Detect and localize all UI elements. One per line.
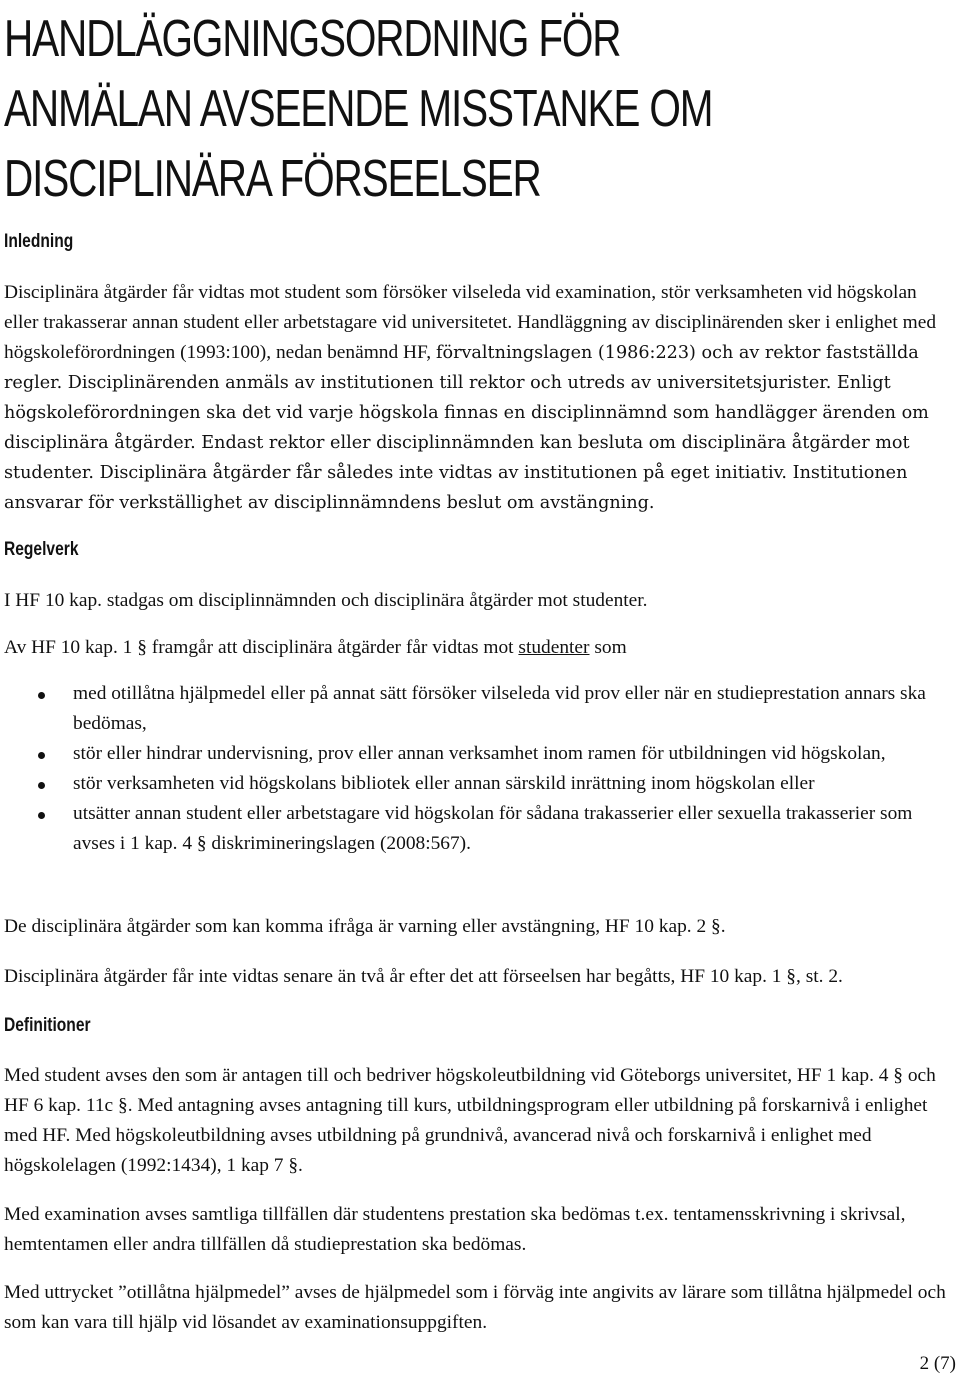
regelverk-p2-text-a: Av HF 10 kap. 1 § framgår att disciplinära åtgärder får vidtas mot bbox=[4, 637, 519, 658]
inledning-paragraph bbox=[4, 278, 954, 518]
definitioner-paragraph-2: Med examination avses samtliga tillfällen där studentens prestation ska bedömas t.ex. tentamensskrivning i skrivsal, hemtentamen eller andra tillfällen då studieprestation ska bedömas. bbox=[4, 1204, 906, 1255]
inledning-text-4: Enligt högskoleförordningen ska det vid varje högskola finnas en disciplinnämnd som handlägger ärenden om disciplinära åtgärder. bbox=[4, 373, 929, 453]
definitioner-paragraph-3: Med uttrycket ”otillåtna hjälpmedel” avses de hjälpmedel som i förväg inte angivits av lärare som tillåtna hjälpmedel och som kan vara till hjälp vid lösandet av examinationsuppgiften. bbox=[4, 1282, 946, 1333]
heading-regelverk: Regelverk bbox=[4, 539, 79, 560]
bullet-item bbox=[0, 799, 950, 859]
bullet-item bbox=[0, 679, 950, 739]
page-number: 2 (7) bbox=[919, 1353, 956, 1374]
bullet-text: med otillåtna hjälpmedel eller på annat sätt försöker vilseleda vid prov eller när en studieprestation annars ska bedömas, bbox=[73, 683, 926, 734]
heading-definitioner: Definitioner bbox=[4, 1015, 91, 1036]
regelverk-paragraph-3: De disciplinära åtgärder som kan komma ifråga är varning eller avstängning, HF 10 kap. 2 §. bbox=[4, 916, 726, 937]
inledning-text-6: Disciplinära åtgärder får således inte vidtas av institutionen på eget initiativ. bbox=[94, 463, 788, 483]
regelverk-paragraph-1: I HF 10 kap. stadgas om disciplinnämnden och disciplinära åtgärder mot studenter. bbox=[4, 590, 648, 611]
bullet-item bbox=[0, 739, 950, 769]
bullet-dot-icon bbox=[38, 812, 45, 819]
inledning-text-1: Disciplinära åtgärder får vidtas mot student som försöker vilseleda vid examination, stör verksamheten vid högskolan eller trakasserar annan student eller arbetstagare vid universitetet. Handläggning av disciplinärenden sker i enlighet med högskoleförordningen (1993:100), nedan benämnd HF, bbox=[4, 282, 937, 363]
bullet-dot-icon bbox=[38, 752, 45, 759]
heading-inledning: Inledning bbox=[4, 231, 74, 252]
bullet-dot-icon bbox=[38, 692, 45, 699]
title-line-2: ANMÄLAN AVSEENDE MISSTANKE OM bbox=[4, 80, 713, 138]
regelverk-paragraph-4: Disciplinära åtgärder får inte vidtas senare än två år efter det att förseelsen har begåtts, HF 10 kap. 1 §, st. 2. bbox=[4, 966, 843, 987]
title-line-1: HANDLÄGGNINGSORDNING FÖR bbox=[4, 10, 621, 68]
regelverk-paragraph-2 bbox=[4, 633, 954, 663]
inledning-text-2: förvaltningslagen (1986:223) och av rektor fastställda regler. bbox=[4, 343, 919, 393]
bullet-text: stör eller hindrar undervisning, prov eller annan verksamhet inom ramen för utbildningen vid högskolan, bbox=[73, 743, 886, 764]
bullet-text: stör verksamheten vid högskolans bibliotek eller annan särskild inrättning inom högskolan eller bbox=[73, 773, 815, 794]
bullet-item bbox=[0, 769, 950, 799]
inledning-text-5: Endast rektor eller disciplinnämnden kan besluta om disciplinära åtgärder mot studenter. bbox=[4, 433, 910, 483]
regelverk-bullet-list bbox=[0, 679, 950, 859]
definitioner-paragraph-1: Med student avses den som är antagen till och bedriver högskoleutbildning vid Göteborgs universitet, HF 1 kap. 4 § och HF 6 kap. 11c §. Med antagning avses antagning till kurs, utbildningsprogram eller utbildning på forskarnivå i enlighet med HF. Med högskoleutbildning avses utbildning på grundnivå, avancerad nivå och forskarnivå i enlighet med högskolelagen (1992:1434), 1 kap 7 §. bbox=[4, 1065, 936, 1176]
title-line-3: DISCIPLINÄRA FÖRSEELSER bbox=[4, 150, 541, 208]
document-title bbox=[4, 4, 940, 214]
regelverk-p2-text-b: som bbox=[589, 637, 627, 658]
regelverk-p2-underlined: studenter bbox=[518, 637, 590, 658]
bullet-dot-icon bbox=[38, 782, 45, 789]
inledning-text-7: Institutionen ansvarar för verkställighet av disciplinnämndens beslut om avstängning. bbox=[4, 463, 908, 513]
bullet-text: utsätter annan student eller arbetstagare vid högskolan för sådana trakasserier eller sexuella trakasserier som avses i 1 kap. 4 § diskrimineringslagen (2008:567). bbox=[73, 803, 913, 854]
inledning-text-3: Disciplinärenden anmäls av institutionen till rektor och utreds av universitetsjurister. bbox=[62, 373, 832, 393]
